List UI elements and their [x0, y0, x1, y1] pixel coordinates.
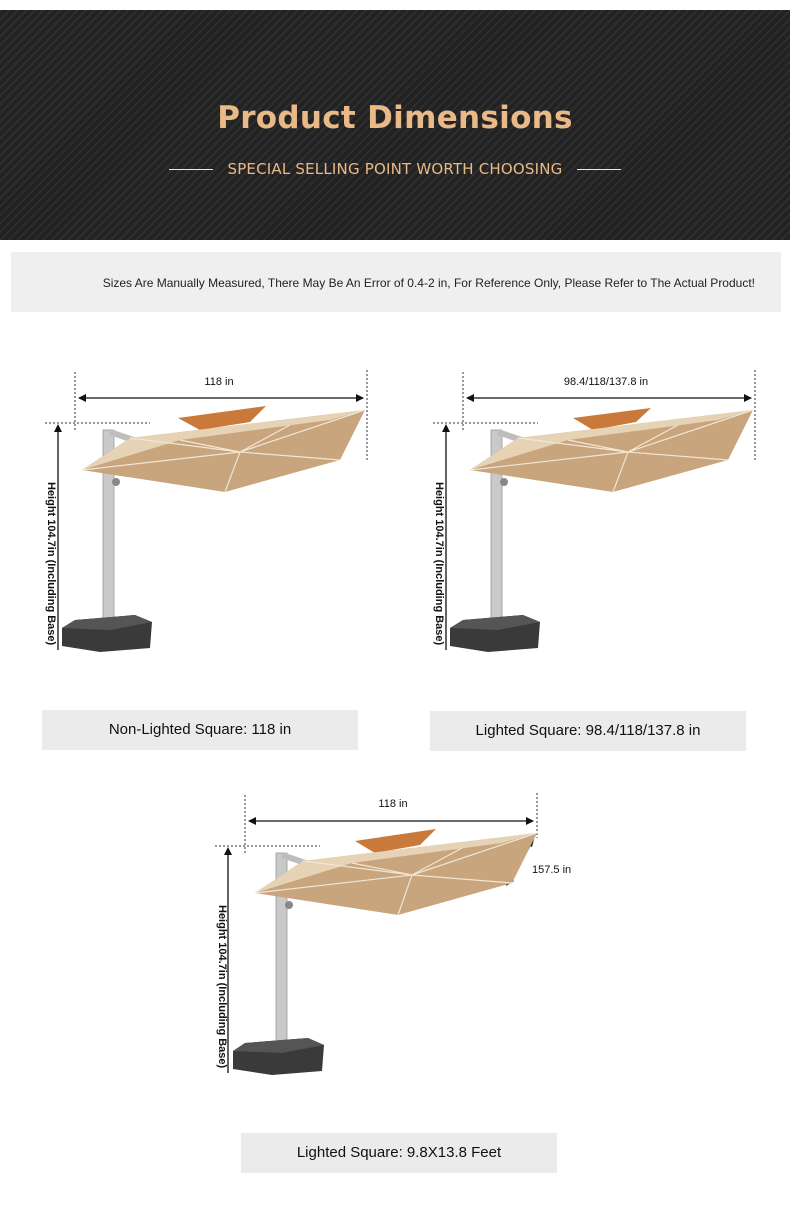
umbrella-figure-2: [418, 360, 778, 670]
umbrella-illustration-3: [200, 783, 580, 1093]
caption-figure-2: Lighted Square: 98.4/118/137.8 in: [430, 711, 746, 751]
page-subtitle: SPECIAL SELLING POINT WORTH CHOOSING: [227, 160, 563, 178]
umbrella-illustration-1: [30, 360, 390, 670]
umbrella-drawing-1: [62, 406, 365, 652]
header-banner: [0, 10, 790, 240]
caption-figure-1: Non-Lighted Square: 118 in: [42, 710, 358, 750]
subtitle-divider-left: [169, 169, 213, 170]
height-label-1: Height 104.7in (Including Base): [45, 482, 57, 646]
width-label-3: 118 in: [378, 798, 408, 810]
height-label-3: Height 104.7in (Including Base): [216, 905, 228, 1069]
subtitle-row: [0, 160, 790, 178]
subtitle-divider-right: [577, 169, 621, 170]
umbrella-figure-1: [30, 360, 390, 670]
width-label-2: 98.4/118/137.8 in: [563, 376, 649, 388]
umbrella-illustration-2: [418, 360, 778, 670]
depth-label-3: 157.5 in: [532, 864, 572, 876]
umbrella-figure-3: [200, 783, 580, 1093]
caption-figure-3: Lighted Square: 9.8X13.8 Feet: [241, 1133, 557, 1173]
umbrella-drawing-2: [450, 408, 753, 652]
measurement-notice: [11, 252, 781, 312]
umbrella-drawing-3: [233, 829, 537, 1075]
width-label-1: 118 in: [204, 376, 234, 388]
measurement-notice-text: Sizes Are Manually Measured, There May Be An Error of 0.4-2 in, For Reference Only, Please Refer to The Actual Product!: [102, 276, 755, 290]
height-label-2: Height 104.7in (Including Base): [433, 482, 445, 646]
page-title: Product Dimensions: [217, 100, 573, 136]
